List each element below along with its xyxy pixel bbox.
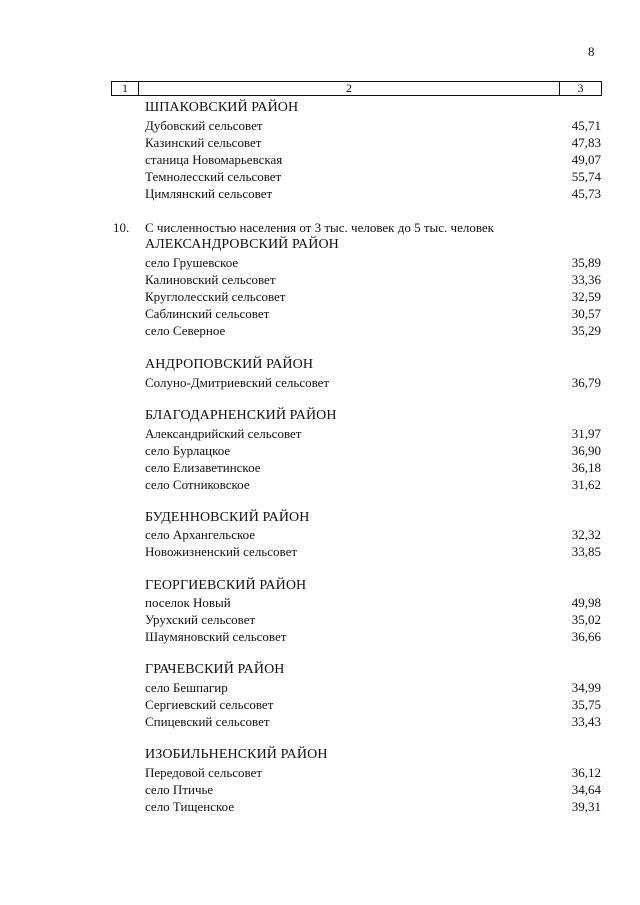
item-value: 35,75 bbox=[571, 697, 601, 712]
item-value: 36,66 bbox=[571, 629, 601, 644]
item-value: 45,71 bbox=[571, 118, 601, 133]
district-title: АЛЕКСАНДРОВСКИЙ РАЙОН bbox=[145, 237, 339, 252]
item-name: Александрийский сельсовет bbox=[145, 426, 302, 441]
column-header-1: 1 bbox=[112, 82, 139, 95]
list-item bbox=[145, 425, 601, 442]
district-title: АНДРОПОВСКИЙ РАЙОН bbox=[145, 357, 314, 372]
section-number: 10. bbox=[113, 220, 130, 235]
item-name: село Грушевское bbox=[145, 255, 239, 270]
list-item bbox=[145, 374, 601, 391]
district-title: ШПАКОВСКИЙ РАЙОН bbox=[145, 100, 299, 115]
item-name: село Тищенское bbox=[145, 799, 235, 814]
list-item bbox=[145, 628, 601, 645]
item-value: 36,79 bbox=[571, 375, 601, 390]
item-value: 33,36 bbox=[571, 272, 601, 287]
item-value: 32,59 bbox=[571, 289, 601, 304]
district-title: ГЕОРГИЕВСКИЙ РАЙОН bbox=[145, 578, 307, 593]
item-value: 33,85 bbox=[571, 544, 601, 559]
item-name: Калиновский сельсовет bbox=[145, 272, 276, 287]
item-name: село Бешпагир bbox=[145, 680, 228, 695]
list-item bbox=[145, 543, 601, 560]
item-value: 30,57 bbox=[571, 306, 601, 321]
list-item bbox=[145, 526, 601, 543]
item-name: село Елизаветинское bbox=[145, 460, 261, 475]
list-item bbox=[145, 322, 601, 339]
list-item bbox=[145, 798, 601, 815]
item-value: 36,12 bbox=[571, 765, 601, 780]
list-item bbox=[145, 764, 601, 781]
item-name: Сергиевский сельсовет bbox=[145, 697, 274, 712]
item-value: 31,97 bbox=[571, 426, 601, 441]
item-value: 34,64 bbox=[571, 782, 601, 797]
item-value: 36,18 bbox=[571, 460, 601, 475]
column-header-table bbox=[111, 81, 602, 96]
list-item bbox=[145, 781, 601, 798]
list-item bbox=[145, 134, 601, 151]
district-title: БЛАГОДАРНЕНСКИЙ РАЙОН bbox=[145, 408, 337, 423]
item-name: село Северное bbox=[145, 323, 226, 338]
item-name: Саблинский сельсовет bbox=[145, 306, 270, 321]
item-name: село Птичье bbox=[145, 782, 214, 797]
item-name: Спицевский сельсовет bbox=[145, 714, 270, 729]
item-value: 36,90 bbox=[571, 443, 601, 458]
column-header-3: 3 bbox=[577, 81, 584, 95]
item-value: 35,89 bbox=[571, 255, 601, 270]
list-item bbox=[145, 288, 601, 305]
item-value: 47,83 bbox=[571, 135, 601, 150]
list-item bbox=[145, 459, 601, 476]
list-item bbox=[145, 185, 601, 202]
item-name: село Сотниковское bbox=[145, 477, 250, 492]
item-value: 49,98 bbox=[571, 595, 601, 610]
item-value: 45,73 bbox=[571, 186, 601, 201]
item-name: Новожизненский сельсовет bbox=[145, 544, 298, 559]
list-item bbox=[145, 679, 601, 696]
item-value: 35,29 bbox=[571, 323, 601, 338]
district-title: БУДЕННОВСКИЙ РАЙОН bbox=[145, 510, 310, 525]
item-value: 35,02 bbox=[571, 612, 601, 627]
item-name: Передовой сельсовет bbox=[145, 765, 263, 780]
item-value: 32,32 bbox=[571, 527, 601, 542]
list-item bbox=[145, 696, 601, 713]
item-value: 33,43 bbox=[571, 714, 601, 729]
item-name: Круглолесский сельсовет bbox=[145, 289, 286, 304]
district-title: ИЗОБИЛЬНЕНСКИЙ РАЙОН bbox=[145, 747, 328, 762]
list-item bbox=[145, 305, 601, 322]
item-name: село Архангельское bbox=[145, 527, 256, 542]
list-item bbox=[145, 611, 601, 628]
list-item bbox=[145, 168, 601, 185]
item-name: Темнолесский сельсовет bbox=[145, 169, 282, 184]
list-item bbox=[145, 442, 601, 459]
item-name: Солуно-Дмитриевский сельсовет bbox=[145, 375, 330, 390]
item-value: 55,74 bbox=[571, 169, 601, 184]
item-value: 31,62 bbox=[571, 477, 601, 492]
item-name: Казинский сельсовет bbox=[145, 135, 262, 150]
item-name: Шаумяновский сельсовет bbox=[145, 629, 287, 644]
district-title: ГРАЧЕВСКИЙ РАЙОН bbox=[145, 662, 285, 677]
page-number: 8 bbox=[588, 44, 595, 59]
item-name: село Бурлацкое bbox=[145, 443, 231, 458]
list-item bbox=[145, 476, 601, 493]
list-item bbox=[145, 254, 601, 271]
item-value: 39,31 bbox=[571, 799, 601, 814]
list-item bbox=[145, 117, 601, 134]
column-header-2: 2 bbox=[139, 82, 560, 95]
item-name: Цимлянский сельсовет bbox=[145, 186, 273, 201]
item-name: Урухский сельсовет bbox=[145, 612, 256, 627]
section-title: С численностью населения от 3 тыс. человек до 5 тыс. человек bbox=[145, 220, 494, 235]
list-item bbox=[145, 594, 601, 611]
item-name: поселок Новый bbox=[145, 595, 231, 610]
item-value: 49,07 bbox=[571, 152, 601, 167]
list-item bbox=[145, 713, 601, 730]
list-item bbox=[145, 151, 601, 168]
item-name: Дубовский сельсовет bbox=[145, 118, 263, 133]
list-item bbox=[145, 271, 601, 288]
item-name: станица Новомарьевская bbox=[145, 152, 283, 167]
item-value: 34,99 bbox=[571, 680, 601, 695]
